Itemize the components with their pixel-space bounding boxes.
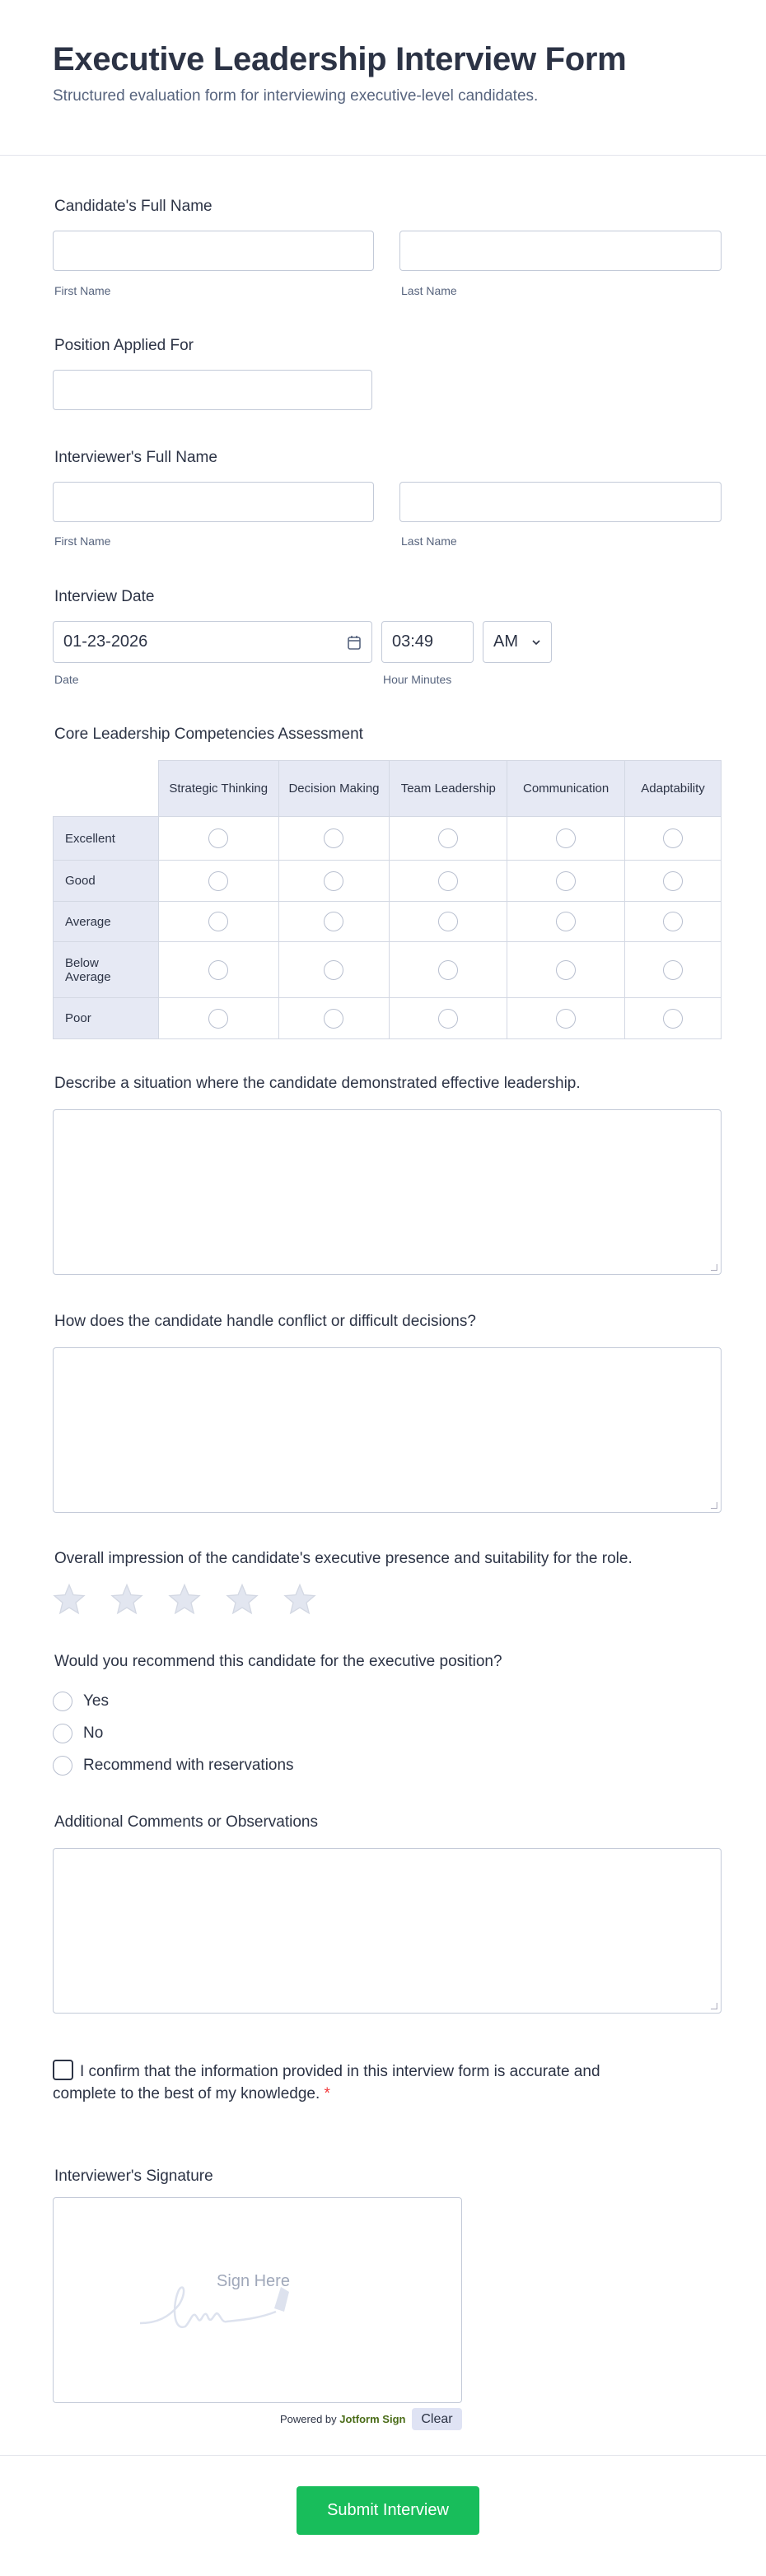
comments-label: Additional Comments or Observations bbox=[54, 1813, 318, 1831]
matrix-row-label: Poor bbox=[54, 998, 159, 1039]
option-label: No bbox=[83, 1724, 104, 1742]
resize-handle[interactable] bbox=[711, 2003, 717, 2009]
matrix-radio[interactable] bbox=[208, 828, 228, 848]
radio-button[interactable] bbox=[53, 1724, 72, 1743]
ampm-value: AM bbox=[493, 632, 518, 651]
matrix-radio[interactable] bbox=[556, 828, 576, 848]
star-icon[interactable] bbox=[226, 1583, 259, 1620]
star-rating bbox=[53, 1583, 316, 1620]
date-input[interactable] bbox=[53, 621, 372, 663]
matrix-cell bbox=[507, 861, 625, 902]
matrix-row bbox=[54, 861, 722, 902]
matrix-cell bbox=[625, 817, 722, 861]
matrix-cell bbox=[625, 902, 722, 942]
matrix-cell bbox=[278, 861, 390, 902]
rating-label: Overall impression of the candidate's executive presence and suitability for the role. bbox=[54, 1550, 633, 1567]
matrix-row-label: Good bbox=[54, 861, 159, 902]
matrix-radio[interactable] bbox=[324, 1009, 343, 1029]
matrix-label: Core Leadership Competencies Assessment bbox=[54, 726, 363, 743]
star-icon[interactable] bbox=[168, 1583, 201, 1620]
confirm-checkbox-row bbox=[53, 2060, 646, 2105]
leadership-textarea[interactable] bbox=[53, 1109, 722, 1275]
matrix-cell bbox=[278, 817, 390, 861]
page-subtitle: Structured evaluation form for interviewing executive-level candidates. bbox=[53, 87, 539, 105]
page-title: Executive Leadership Interview Form bbox=[53, 41, 627, 77]
confirm-checkbox[interactable] bbox=[53, 2060, 73, 2080]
first-name-sublabel: First Name bbox=[54, 534, 111, 548]
matrix-radio[interactable] bbox=[208, 960, 228, 980]
recommend-option[interactable] bbox=[53, 1685, 294, 1717]
option-label: Recommend with reservations bbox=[83, 1756, 294, 1774]
matrix-row bbox=[54, 998, 722, 1039]
recommend-option[interactable] bbox=[53, 1749, 294, 1781]
position-input[interactable] bbox=[53, 370, 372, 410]
matrix-radio[interactable] bbox=[438, 1009, 458, 1029]
conflict-question-label: How does the candidate handle conflict or difficult decisions? bbox=[54, 1313, 476, 1330]
matrix-row bbox=[54, 817, 722, 861]
matrix-radio[interactable] bbox=[324, 871, 343, 891]
matrix-radio[interactable] bbox=[438, 912, 458, 931]
matrix-corner bbox=[54, 761, 159, 817]
candidate-last-name-input[interactable] bbox=[399, 231, 722, 271]
matrix-cell bbox=[507, 998, 625, 1039]
matrix-cell bbox=[158, 861, 278, 902]
matrix-radio[interactable] bbox=[208, 912, 228, 931]
first-name-sublabel: First Name bbox=[54, 284, 111, 297]
matrix-column-header: Adaptability bbox=[625, 761, 722, 817]
matrix-cell bbox=[507, 902, 625, 942]
matrix-cell bbox=[390, 817, 507, 861]
footer-divider bbox=[0, 2455, 766, 2456]
signature-label: Interviewer's Signature bbox=[54, 2168, 213, 2185]
matrix-cell bbox=[507, 942, 625, 998]
interviewer-first-name-input[interactable] bbox=[53, 482, 374, 522]
signature-pad[interactable] bbox=[53, 2197, 462, 2403]
matrix-cell bbox=[390, 942, 507, 998]
matrix-column-header: Team Leadership bbox=[390, 761, 507, 817]
matrix-row-label: Below Average bbox=[54, 942, 159, 998]
matrix-row bbox=[54, 902, 722, 942]
matrix-cell bbox=[278, 998, 390, 1039]
interviewer-last-name-input[interactable] bbox=[399, 482, 722, 522]
calendar-icon[interactable] bbox=[347, 634, 362, 651]
matrix-radio[interactable] bbox=[556, 1009, 576, 1029]
radio-button[interactable] bbox=[53, 1756, 72, 1776]
recommend-option[interactable] bbox=[53, 1717, 294, 1749]
matrix-radio[interactable] bbox=[663, 960, 683, 980]
matrix-radio[interactable] bbox=[438, 871, 458, 891]
matrix-radio[interactable] bbox=[556, 871, 576, 891]
matrix-radio[interactable] bbox=[663, 1009, 683, 1029]
conflict-textarea[interactable] bbox=[53, 1347, 722, 1513]
position-label: Position Applied For bbox=[54, 337, 194, 354]
matrix-radio[interactable] bbox=[438, 960, 458, 980]
competency-matrix bbox=[53, 760, 722, 1039]
matrix-radio[interactable] bbox=[324, 960, 343, 980]
candidate-name-label: Candidate's Full Name bbox=[54, 198, 213, 215]
last-name-sublabel: Last Name bbox=[401, 284, 457, 297]
matrix-cell bbox=[158, 998, 278, 1039]
radio-button[interactable] bbox=[53, 1692, 72, 1711]
star-icon[interactable] bbox=[283, 1583, 316, 1620]
matrix-row-label: Excellent bbox=[54, 817, 159, 861]
date-sublabel: Date bbox=[54, 673, 79, 686]
matrix-radio[interactable] bbox=[438, 828, 458, 848]
interviewer-name-label: Interviewer's Full Name bbox=[54, 449, 217, 466]
interview-date-label: Interview Date bbox=[54, 588, 155, 605]
matrix-radio[interactable] bbox=[663, 871, 683, 891]
matrix-radio[interactable] bbox=[208, 1009, 228, 1029]
matrix-cell bbox=[278, 902, 390, 942]
recommend-options bbox=[53, 1685, 294, 1781]
date-value: 01-23-2026 bbox=[63, 632, 148, 651]
matrix-cell bbox=[158, 902, 278, 942]
matrix-row-label: Average bbox=[54, 902, 159, 942]
star-icon[interactable] bbox=[110, 1583, 143, 1620]
matrix-cell bbox=[625, 942, 722, 998]
matrix-column-header: Strategic Thinking bbox=[158, 761, 278, 817]
matrix-radio[interactable] bbox=[663, 912, 683, 931]
matrix-cell bbox=[390, 998, 507, 1039]
ampm-select[interactable] bbox=[483, 621, 552, 663]
resize-handle[interactable] bbox=[711, 1502, 717, 1509]
matrix-cell bbox=[507, 817, 625, 861]
confirm-text: I confirm that the information provided in this interview form is accurate and complete to the best of my knowledge. bbox=[53, 2063, 600, 2102]
header-divider bbox=[0, 155, 766, 156]
last-name-sublabel: Last Name bbox=[401, 534, 457, 548]
star-icon[interactable] bbox=[53, 1583, 86, 1620]
matrix-cell bbox=[390, 902, 507, 942]
comments-textarea[interactable] bbox=[53, 1848, 722, 2014]
matrix-radio[interactable] bbox=[208, 871, 228, 891]
candidate-first-name-input[interactable] bbox=[53, 231, 374, 271]
matrix-radio[interactable] bbox=[324, 828, 343, 848]
matrix-cell bbox=[625, 998, 722, 1039]
leadership-question-label: Describe a situation where the candidate demonstrated effective leadership. bbox=[54, 1075, 581, 1092]
matrix-column-header: Decision Making bbox=[278, 761, 390, 817]
matrix-radio[interactable] bbox=[324, 912, 343, 931]
required-mark: * bbox=[324, 2085, 330, 2102]
chevron-down-icon bbox=[531, 639, 541, 646]
matrix-radio[interactable] bbox=[663, 828, 683, 848]
option-label: Yes bbox=[83, 1692, 109, 1710]
jotform-sign-brand[interactable]: Jotform Sign bbox=[339, 2413, 406, 2425]
time-input[interactable]: 03:49 bbox=[381, 621, 474, 663]
matrix-cell bbox=[158, 942, 278, 998]
clear-signature-button[interactable]: Clear bbox=[412, 2408, 462, 2430]
matrix-row bbox=[54, 942, 722, 998]
powered-by bbox=[280, 2413, 405, 2425]
matrix-column-header: Communication bbox=[507, 761, 625, 817]
matrix-cell bbox=[390, 861, 507, 902]
sign-here-text: Sign Here bbox=[217, 2272, 290, 2290]
matrix-cell bbox=[158, 817, 278, 861]
matrix-radio[interactable] bbox=[556, 960, 576, 980]
recommend-label: Would you recommend this candidate for the executive position? bbox=[54, 1653, 502, 1670]
powered-by-text: Powered by bbox=[280, 2413, 337, 2425]
matrix-cell bbox=[625, 861, 722, 902]
matrix-radio[interactable] bbox=[556, 912, 576, 931]
matrix-cell bbox=[278, 942, 390, 998]
submit-button[interactable]: Submit Interview bbox=[297, 2486, 479, 2535]
time-sublabel: Hour Minutes bbox=[383, 673, 452, 686]
resize-handle[interactable] bbox=[711, 1264, 717, 1271]
